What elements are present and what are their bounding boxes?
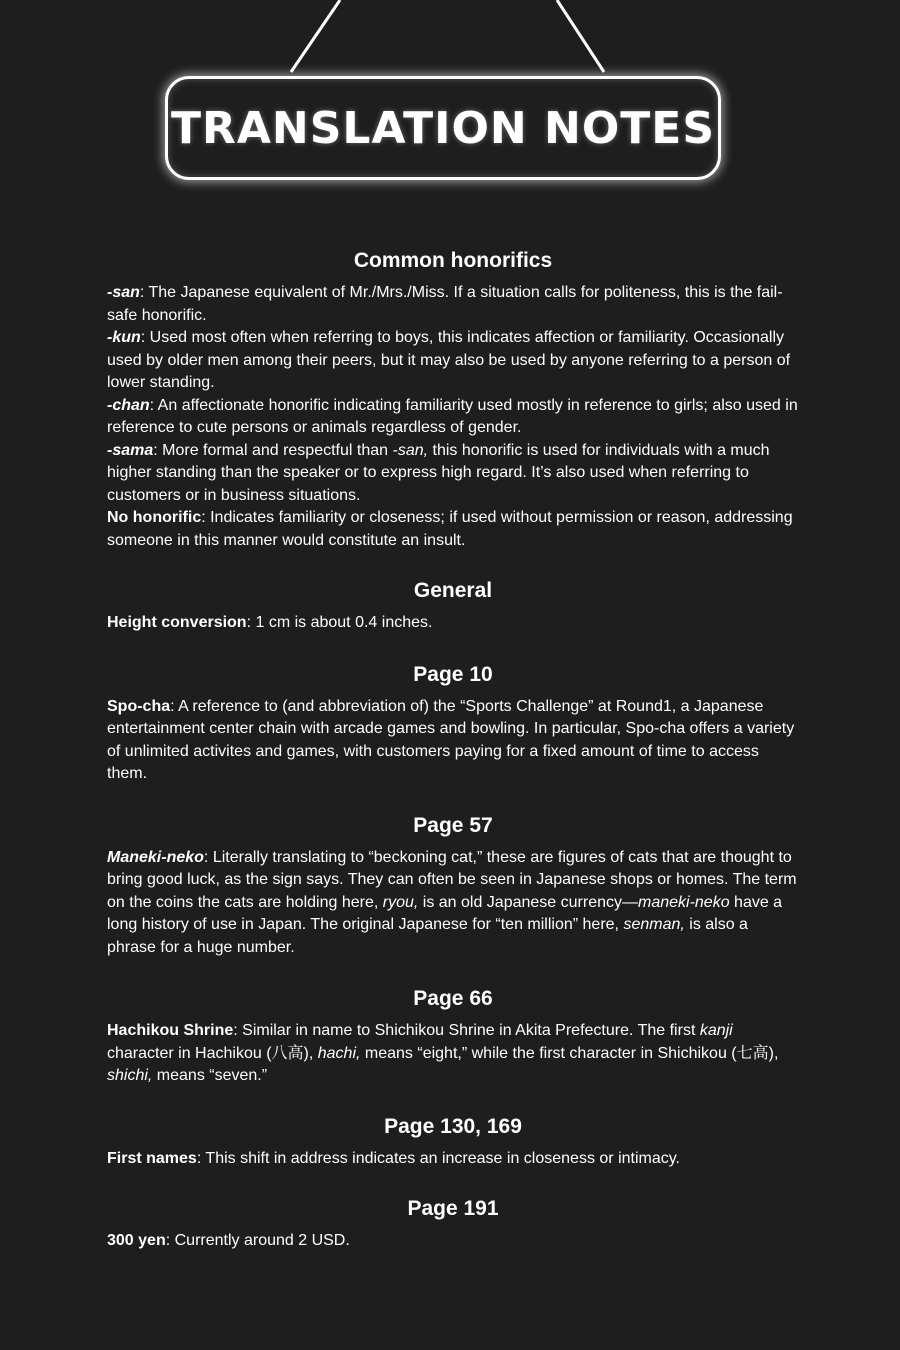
term-san: -san: [107, 284, 140, 301]
section-heading: Page 66: [413, 987, 493, 1010]
section-page-130-169: [107, 1112, 799, 1171]
page-57-text: [107, 847, 799, 960]
sign-string-left: [291, 0, 340, 72]
emphasis-senman: senman,: [623, 916, 685, 933]
page-title: TRANSLATION NOTES: [170, 102, 716, 154]
term-kun: -kun: [107, 329, 141, 346]
emphasis-ryou: ryou,: [382, 893, 419, 911]
definition-maneki-neko-part: have a long history of use in Japan. The original Japanese for “ten million” here,: [107, 893, 783, 933]
notes-content: [107, 246, 799, 1253]
definition-hachikou-part: : Similar in name to Shichikou Shrine in Akita Prefecture. The first: [233, 1022, 700, 1039]
honorifics-text: [107, 282, 799, 552]
definition-300-yen: : Currently around 2 USD.: [165, 1232, 350, 1249]
section-heading: Page 130, 169: [384, 1114, 522, 1138]
definition-spo-cha: : A reference to (and abbreviation of) the “Sports Challenge” at Round1, a Japanese entertainment center chain with arcade games and bowling. In particular, Spo-cha offers a variety of unlimited activites and games, with customers paying for a fixed amount of time to access them.: [107, 697, 795, 782]
definition-first-names: : This shift in address indicates an increase in closeness or intimacy.: [196, 1149, 680, 1167]
term-no-honorific: No honorific: [107, 509, 202, 526]
section-heading: Page 10: [413, 662, 493, 686]
section-page-57: [107, 811, 799, 960]
page-191-text: [107, 1230, 799, 1253]
term-maneki-neko: Maneki-neko: [107, 848, 204, 866]
definition-height-conversion: : 1 cm is about 0.4 inches.: [246, 614, 433, 631]
section-page-10: [107, 660, 799, 786]
page-66-text: [107, 1020, 799, 1088]
section-page-191: [107, 1194, 799, 1253]
page-10-text: [107, 696, 799, 786]
term-spo-cha: Spo-cha: [107, 697, 171, 715]
sign-hanging-strings: [0, 0, 900, 80]
emphasis-maneki-neko: maneki-neko: [637, 893, 730, 911]
section-general: [107, 576, 799, 635]
definition-maneki-neko-part: is an old Japanese currency—: [418, 893, 638, 911]
term-300-yen: 300 yen: [107, 1232, 166, 1249]
emphasis-shichi: shichi,: [107, 1067, 153, 1084]
page-130-text: [107, 1148, 799, 1171]
emphasis-kanji: kanji: [699, 1022, 733, 1039]
definition-maneki-neko-part: is also a phrase for a huge number.: [107, 916, 748, 956]
section-heading: Common honorifics: [353, 249, 553, 272]
definition-no-honorific: : Indicates familiarity or closeness; if used without permission or reason, addressing someone in this manner would constitute an insult.: [107, 509, 793, 549]
definition-sama-part: : More formal and respectful than: [153, 441, 393, 459]
term-first-names: First names: [107, 1149, 197, 1167]
definition-sama-part: this honorific is used for individuals with a much higher standing than the speaker or to express high regard. It’s also used when referring to customers or in business situations.: [107, 441, 770, 504]
term-hachikou-shrine: Hachikou Shrine: [107, 1022, 234, 1039]
section-common-honorifics: [107, 246, 799, 552]
emphasis-hachi: hachi,: [317, 1044, 361, 1062]
definition-sama-emphasis: -san,: [392, 441, 429, 459]
section-heading: Page 191: [407, 1197, 499, 1220]
definition-hachikou-part: character in Hachikou (八高),: [107, 1044, 318, 1062]
definition-maneki-neko-part: : Literally translating to “beckoning cat,” these are figures of cats that are thought to bring good luck, as the sign says. They can often be seen in Japanese shops or homes. The term on the coins the cats are holding here,: [107, 848, 797, 911]
definition-chan: : An affectionate honorific indicating familiarity used mostly in reference to girls; also used in reference to cute persons or animals regardless of gender.: [107, 396, 798, 436]
section-page-66: [107, 984, 799, 1088]
term-sama: -sama: [107, 441, 154, 459]
section-heading: General: [413, 579, 493, 602]
definition-hachikou-part: means “seven.”: [152, 1067, 268, 1084]
definition-san: : The Japanese equivalent of Mr./Mrs./Miss. If a situation calls for politeness, this is the fail-safe honorific.: [107, 284, 783, 324]
title-sign: [165, 76, 721, 180]
general-text: [107, 612, 799, 635]
sign-string-right: [557, 0, 604, 72]
definition-kun: : Used most often when referring to boys, this indicates affection or familiarity. Occasionally used by older men among their peers, but it may also be used by anyone referring to a person of lower standing.: [107, 329, 791, 391]
term-chan: -chan: [107, 396, 150, 414]
section-heading: Page 57: [413, 813, 493, 837]
term-height-conversion: Height conversion: [107, 614, 247, 631]
definition-hachikou-part: means “eight,” while the first character in Shichikou (七高),: [360, 1044, 779, 1062]
